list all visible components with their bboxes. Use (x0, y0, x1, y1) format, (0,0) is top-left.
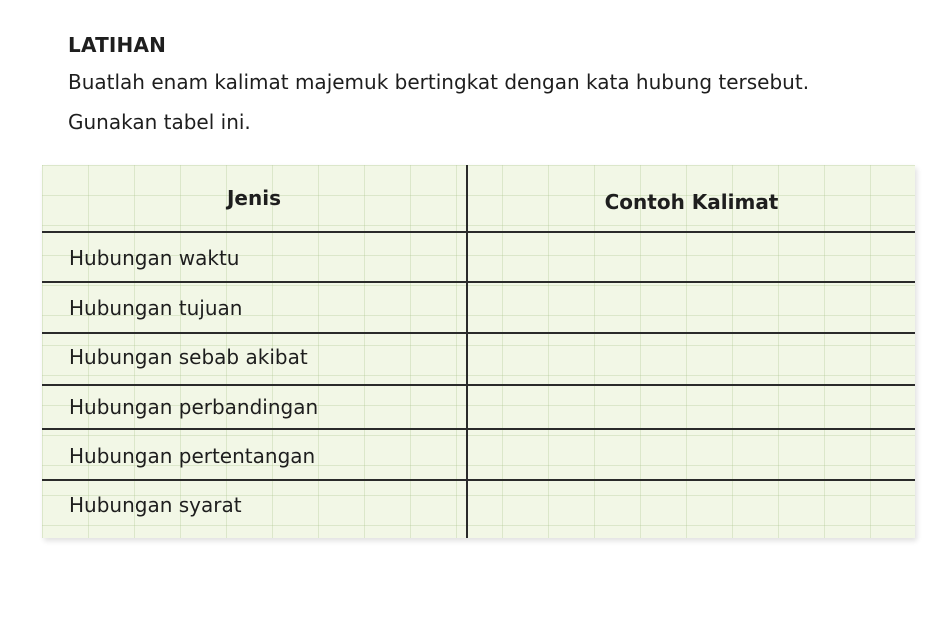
row-label-hubungan-pertentangan: Hubungan pertentangan (69, 444, 316, 468)
row-label-hubungan-sebab-akibat: Hubungan sebab akibat (69, 345, 308, 369)
row-label-hubungan-syarat: Hubungan syarat (69, 493, 242, 517)
column-divider (466, 165, 468, 538)
column-header-contoh-kalimat: Contoh Kalimat (604, 190, 779, 214)
row-separator (42, 384, 915, 386)
instruction-text: Buatlah enam kalimat majemuk bertingkat dengan kata hubung tersebut. (68, 70, 810, 94)
exercise-title: LATIHAN (68, 33, 167, 57)
exercise-table (42, 165, 915, 538)
row-label-hubungan-perbandingan: Hubungan perbandingan (69, 395, 319, 419)
row-separator (42, 428, 915, 430)
row-separator (42, 479, 915, 481)
column-header-jenis: Jenis (226, 186, 281, 210)
row-separator (42, 332, 915, 334)
row-separator (42, 281, 915, 283)
instruction-text-continued: Gunakan tabel ini. (68, 110, 251, 134)
row-label-hubungan-tujuan: Hubungan tujuan (69, 296, 243, 320)
header-separator (42, 231, 915, 233)
row-label-hubungan-waktu: Hubungan waktu (69, 246, 240, 270)
